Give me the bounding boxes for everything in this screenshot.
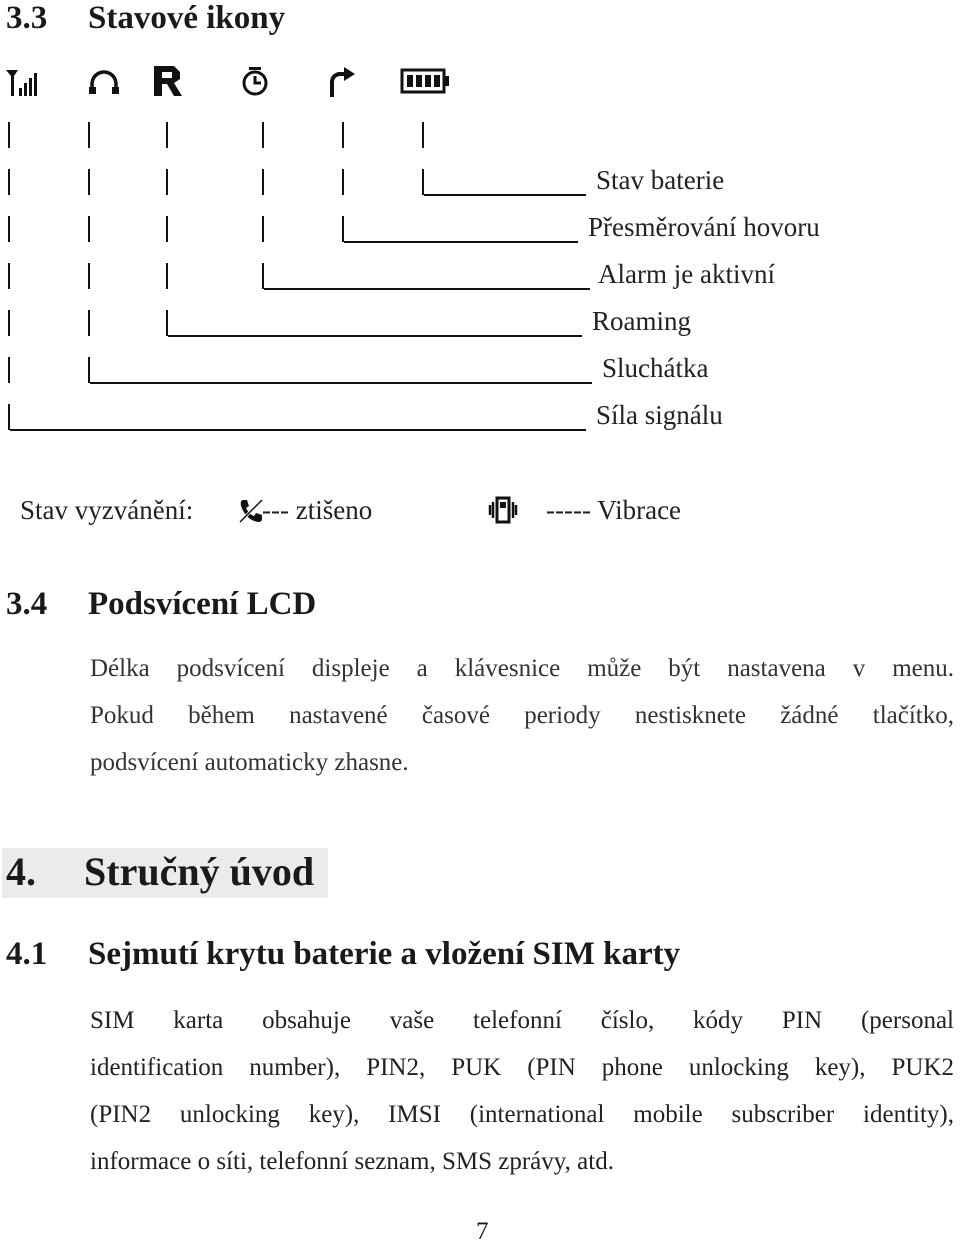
connector-bar [8, 310, 10, 336]
connector-bar [342, 169, 344, 195]
section-4-title: Stručný úvod [84, 849, 315, 894]
battery-icon [400, 68, 450, 94]
legend-call-forwarding: Přesměrování hovoru [588, 212, 820, 242]
section-3-3-title: Stavové ikony [88, 0, 286, 36]
connector-bar [8, 169, 10, 195]
section-4-1-line: (PIN2 unlocking key), IMSI (international mobile subscriber identity), [90, 1101, 954, 1128]
connector-line [10, 429, 586, 431]
connector-line [424, 194, 586, 196]
section-3-4-number: 3.4 [6, 586, 48, 622]
connector-bar [166, 169, 168, 195]
connector-bar [262, 169, 264, 195]
connector-bar [8, 404, 10, 430]
section-3-4-title: Podsvícení LCD [88, 586, 317, 622]
signal-icon [6, 68, 38, 98]
connector-bar [8, 263, 10, 289]
connector-bar [8, 357, 10, 383]
connector-line [168, 335, 582, 337]
connector-bar [88, 122, 90, 148]
vibrate-icon [488, 496, 518, 524]
section-3-4-line: Pokud během nastavené časové periody nestisknete žádné tlačítko, [90, 702, 954, 729]
section-3-3-number: 3.3 [6, 0, 48, 36]
connector-line [344, 241, 578, 243]
connector-bar [88, 169, 90, 195]
ring-status-label: Stav vyzvánění: [20, 495, 194, 525]
connector-bar [88, 216, 90, 242]
headset-icon [88, 70, 120, 96]
connector-bar [422, 169, 424, 195]
section-4-heading [2, 848, 328, 898]
legend-headset: Sluchátka [602, 353, 709, 383]
connector-line [90, 382, 592, 384]
vibrate-text: ----- Vibrace [546, 495, 682, 525]
section-4-1-number: 4.1 [6, 936, 48, 972]
connector-bar [8, 216, 10, 242]
section-3-4-line: podsvícení automaticky zhasne. [90, 749, 409, 776]
section-4-1-line: informace o síti, telefonní seznam, SMS zprávy, atd. [90, 1148, 614, 1175]
section-3-4-line: Délka podsvícení displeje a klávesnice může být nastavena v menu. [90, 655, 954, 682]
silent-text: --- ztišeno [262, 495, 373, 525]
alarm-icon [240, 66, 270, 98]
roaming-icon [152, 64, 184, 98]
silent-icon [238, 498, 264, 524]
connector-bar [262, 216, 264, 242]
legend-alarm-active: Alarm je aktivní [598, 259, 775, 289]
connector-bar [262, 122, 264, 148]
connector-bar [88, 310, 90, 336]
connector-bar [88, 263, 90, 289]
legend-battery-status: Stav baterie [596, 165, 725, 195]
legend-signal-strength: Síla signálu [596, 400, 723, 430]
connector-bar [166, 122, 168, 148]
connector-bar [342, 122, 344, 148]
connector-bar [166, 216, 168, 242]
section-4-1-line: identification number), PIN2, PUK (PIN phone unlocking key), PUK2 [90, 1054, 954, 1081]
connector-bar [8, 122, 10, 148]
section-4-1-line: SIM karta obsahuje vaše telefonní číslo, kódy PIN (personal [90, 1007, 954, 1034]
section-4-number: 4. [6, 849, 36, 894]
connector-bar [262, 263, 264, 289]
page-number: 7 [476, 1218, 489, 1245]
connector-bar [342, 216, 344, 242]
connector-bar [422, 122, 424, 148]
call-forward-icon [326, 66, 356, 98]
legend-roaming: Roaming [592, 306, 691, 336]
connector-bar [88, 357, 90, 383]
connector-bar [166, 310, 168, 336]
connector-line [264, 288, 590, 290]
connector-bar [166, 263, 168, 289]
section-4-1-title: Sejmutí krytu baterie a vložení SIM karty [88, 936, 681, 972]
